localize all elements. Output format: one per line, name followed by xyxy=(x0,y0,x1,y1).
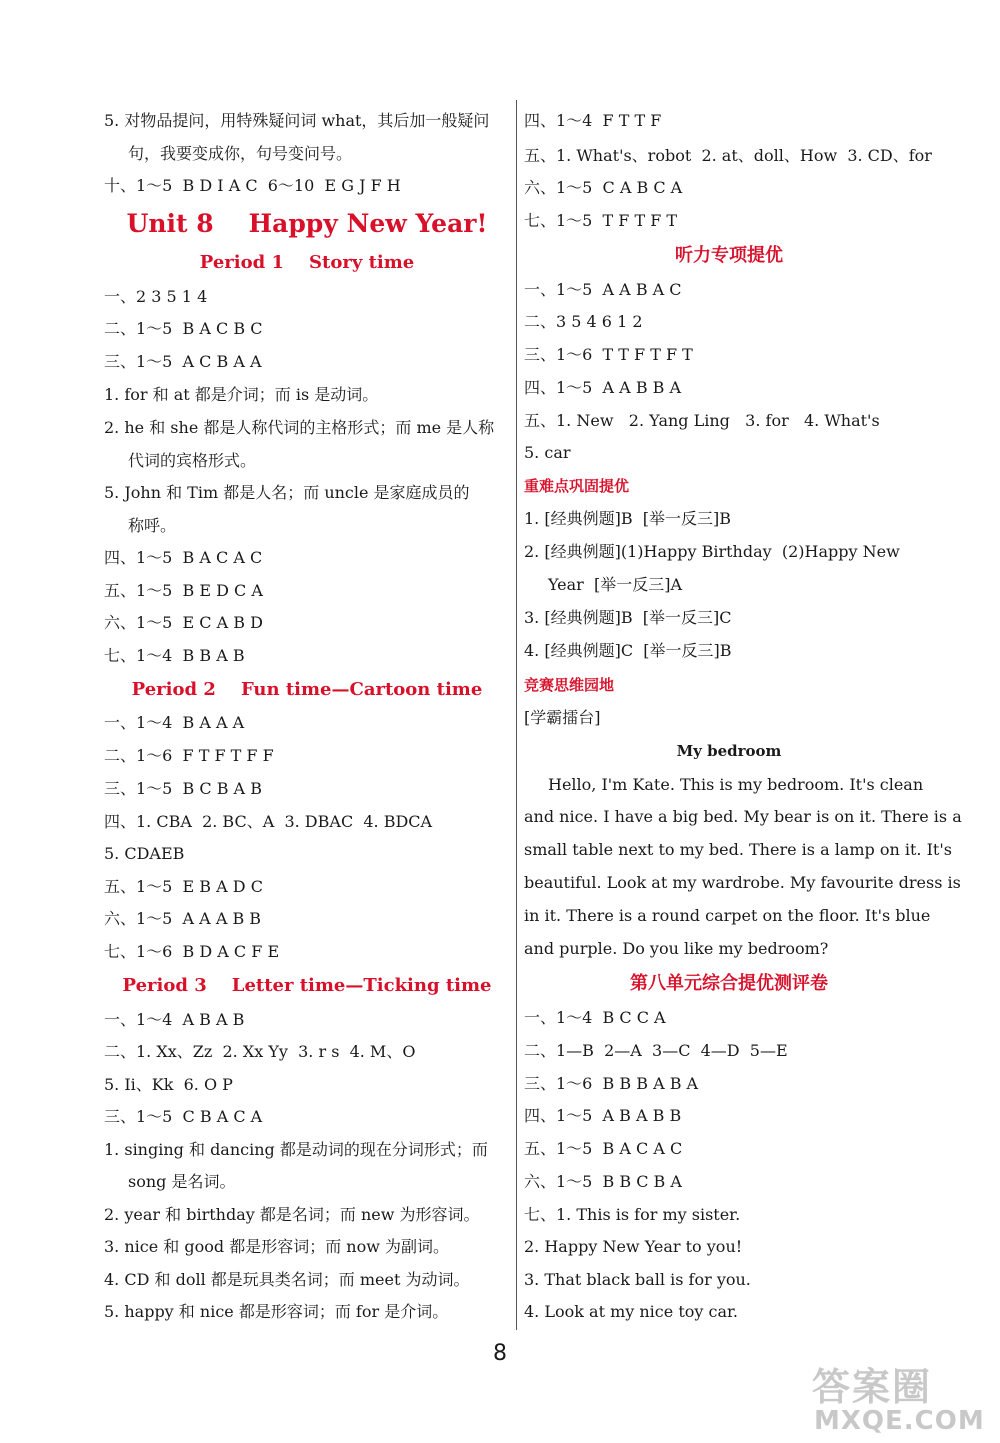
watermark-text: 答案圈 xyxy=(812,1365,933,1409)
answer-line: 六、1～5 A A A B B xyxy=(104,909,262,928)
answer-line: 五、1～5 B A C A C xyxy=(524,1139,683,1158)
answer-line: 七、1～6 B D A C F E xyxy=(104,942,280,961)
answer-line: 五、1. What's、robot 2. at、doll、How 3. CD、for xyxy=(524,146,932,165)
section-title: 重难点巩固提优 xyxy=(524,477,630,495)
answer-line: 3. That black ball is for you. xyxy=(524,1270,751,1289)
answer-line: 六、1～5 C A B C A xyxy=(524,178,683,197)
period-title: Period 1 Story time xyxy=(199,252,415,273)
answer-line: 句，我要变成你，句号变问号。 xyxy=(128,144,353,163)
answer-line: 一、2 3 5 1 4 xyxy=(104,287,208,306)
watermark-logo xyxy=(804,1356,994,1440)
page-number: 8 xyxy=(493,1341,507,1366)
answer-line: 4. CD 和 doll 都是玩具类名词；而 meet 为动词。 xyxy=(104,1270,470,1289)
answer-line: 三、1～6 T T F T F T xyxy=(524,345,693,364)
answer-line: 一、1～4 A B A B xyxy=(104,1010,245,1029)
answer-line: 七、1～4 B B A B xyxy=(104,646,245,665)
answer-line: 四、1～5 A B A B B xyxy=(524,1106,682,1125)
answer-line: 七、1～5 T F T F T xyxy=(524,211,678,230)
answer-line: 5. 对物品提问，用特殊疑问词 what，其后加一般疑问 xyxy=(104,111,490,130)
answer-line: 六、1～5 E C A B D xyxy=(104,613,263,632)
essay-title: My bedroom xyxy=(676,742,782,760)
answer-line: 四、1～4 F T T F xyxy=(524,111,662,130)
essay-line: and nice. I have a big bed. My bear is on it. There is a xyxy=(524,807,962,826)
answer-line: 1. for 和 at 都是介词；而 is 是动词。 xyxy=(104,385,379,404)
answer-line: 十、1～5 B D I A C 6～10 E G J F H xyxy=(104,176,401,195)
answer-line: 2. [经典例题](1)Happy Birthday (2)Happy New xyxy=(524,542,900,561)
contest-tag: [学霸擂台] xyxy=(524,708,601,727)
section-title: 第八单元综合提优测评卷 xyxy=(630,973,828,994)
answer-line: 一、1～4 B A A A xyxy=(104,713,245,732)
answer-line: 一、1～5 A A B A C xyxy=(524,280,682,299)
answer-line: 四、1. CBA 2. BC、A 3. DBAC 4. BDCA xyxy=(104,812,433,831)
answer-line: 五、1～5 B E D C A xyxy=(104,581,263,600)
answer-line: song 是名词。 xyxy=(128,1172,236,1191)
answer-line: 1. singing 和 dancing 都是动词的现在分词形式；而 xyxy=(104,1140,488,1159)
answer-line: 5. CDAEB xyxy=(104,844,185,863)
answer-line: 4. [经典例题]C [举一反三]B xyxy=(524,641,732,660)
answer-line: 二、1—B 2—A 3—C 4—D 5—E xyxy=(524,1041,788,1060)
answer-line: 五、1～5 E B A D C xyxy=(104,877,263,896)
answer-line: 3. [经典例题]B [举一反三]C xyxy=(524,608,732,627)
answer-line: 三、1～6 B B B A B A xyxy=(524,1074,699,1093)
answer-line: 4. Look at my nice toy car. xyxy=(524,1302,738,1321)
answer-line: 四、1～5 B A C A C xyxy=(104,548,263,567)
answer-line: 2. he 和 she 都是人称代词的主格形式；而 me 是人称 xyxy=(104,418,495,437)
essay-line: beautiful. Look at my wardrobe. My favourite dress is xyxy=(524,873,961,892)
watermark-url: MXQE.COM xyxy=(814,1406,985,1436)
section-title: 竞赛思维园地 xyxy=(524,676,615,694)
answer-line: 三、1～5 A C B A A xyxy=(104,352,262,371)
answer-line: 二、1. Xx、Zz 2. Xx Yy 3. r s 4. M、O xyxy=(104,1042,416,1061)
answer-line: 三、1～5 B C B A B xyxy=(104,779,262,798)
answer-line: 代词的宾格形式。 xyxy=(128,451,257,470)
answer-line: 称呼。 xyxy=(128,516,177,535)
period-title: Period 3 Letter time—Ticking time xyxy=(122,975,492,996)
answer-line: 2. year 和 birthday 都是名词；而 new 为形容词。 xyxy=(104,1205,480,1224)
answer-line: 5. Ii、Kk 6. O P xyxy=(104,1075,233,1094)
answer-line: 五、1. New 2. Yang Ling 3. for 4. What's xyxy=(524,411,880,430)
answer-line: 四、1～5 A A B B A xyxy=(524,378,682,397)
answer-line: Year [举一反三]A xyxy=(548,575,683,594)
essay-line: small table next to my bed. There is a lamp on it. It's xyxy=(524,840,952,859)
answer-line: 5. John 和 Tim 都是人名；而 uncle 是家庭成员的 xyxy=(104,483,470,502)
unit-title: Unit 8 Happy New Year! xyxy=(126,209,488,238)
answer-line: 六、1～5 B B C B A xyxy=(524,1172,682,1191)
period-title: Period 2 Fun time—Cartoon time xyxy=(131,679,483,700)
answer-line: 三、1～5 C B A C A xyxy=(104,1107,263,1126)
essay-line: in it. There is a round carpet on the floor. It's blue xyxy=(524,906,931,925)
answer-line: 二、1～6 F T F T F F xyxy=(104,746,274,765)
section-title: 听力专项提优 xyxy=(675,245,783,266)
essay-line: and purple. Do you like my bedroom? xyxy=(524,939,829,958)
answer-line: 3. nice 和 good 都是形容词；而 now 为副词。 xyxy=(104,1237,450,1256)
answer-line: 二、1～5 B A C B C xyxy=(104,319,263,338)
answer-line: 5. happy 和 nice 都是形容词；而 for 是介词。 xyxy=(104,1302,449,1321)
answer-line: 5. car xyxy=(524,443,571,462)
answer-line: 1. [经典例题]B [举一反三]B xyxy=(524,509,732,528)
answer-line: 二、3 5 4 6 1 2 xyxy=(524,312,643,331)
column-divider xyxy=(516,100,517,1330)
essay-line: Hello, I'm Kate. This is my bedroom. It's clean xyxy=(548,775,924,794)
answer-line: 七、1. This is for my sister. xyxy=(524,1205,741,1224)
answer-line: 2. Happy New Year to you! xyxy=(524,1237,743,1256)
answer-line: 一、1～4 B C C A xyxy=(524,1008,666,1027)
